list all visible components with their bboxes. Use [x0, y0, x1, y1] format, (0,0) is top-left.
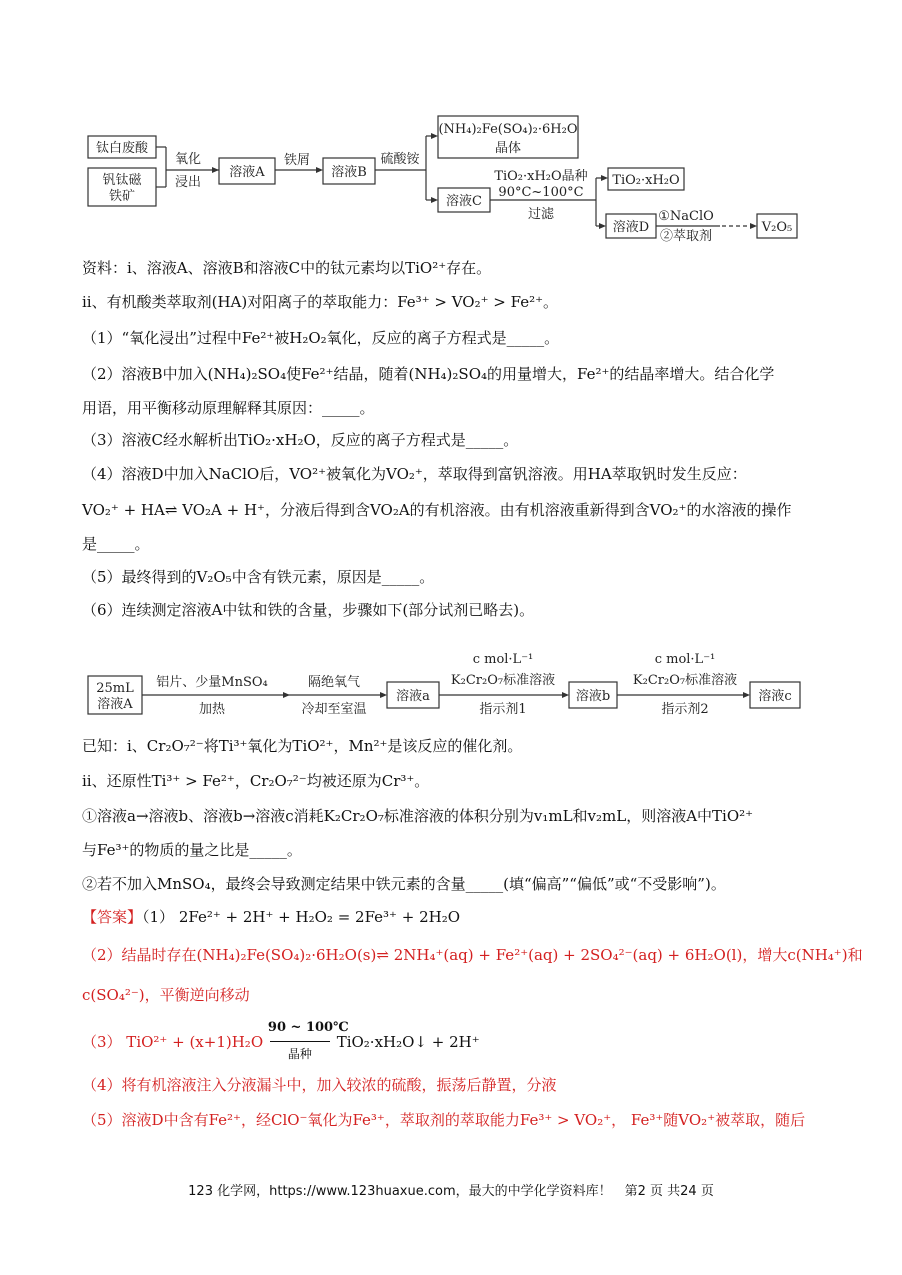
- known-ii: ii、还原性Ti³⁺ > Fe²⁺，Cr₂O₇²⁻均被还原为Cr³⁺。: [82, 772, 430, 790]
- reaction-condition: [267, 1020, 349, 1061]
- question-6: （6）连续测定溶液A中钛和铁的含量，步骤如下(部分试剂已略去)。: [82, 601, 535, 619]
- question-5: （5）最终得到的V₂O₅中含有铁元素，原因是_____。: [82, 568, 435, 586]
- box-solution-b-small: 溶液b: [575, 689, 611, 704]
- box-crystal-formula: (NH₄)₂Fe(SO₄)₂·6H₂O: [438, 122, 578, 137]
- raw-material-waste-acid: 钛白废酸: [95, 141, 149, 156]
- condition-line: [270, 1041, 330, 1042]
- box-tio2-product: TiO₂·xH₂O: [612, 173, 680, 188]
- step-oxidize-label: 氧化: [174, 152, 202, 167]
- box-solution-c: 溶液C: [446, 194, 482, 209]
- box-solution-b: 溶液B: [331, 165, 367, 180]
- box-solution-a: 溶液A: [229, 165, 265, 180]
- answer-5: （5）溶液D中含有Fe²⁺，经ClO⁻氧化为Fe³⁺，萃取剂的萃取能力Fe³⁺ > VO₂⁺， Fe³⁺随VO₂⁺被萃取，随后: [82, 1111, 806, 1129]
- answer-4: （4）将有机溶液注入分液漏斗中，加入较浓的硫酸，振荡后静置，分液: [82, 1076, 557, 1094]
- answer-2-line2: c(SO₄²⁻)，平衡逆向移动: [82, 986, 250, 1004]
- calc-question-2: ②若不加入MnSO₄，最终会导致测定结果中铁元素的含量_____(填“偏高”“偏低”或“不受影响”)。: [82, 875, 726, 893]
- answer-1-line: [82, 907, 822, 927]
- question-3: （3）溶液C经水解析出TiO₂·xH₂O，反应的离子方程式是_____。: [82, 431, 519, 449]
- step-filter-label: 过滤: [527, 207, 555, 222]
- question-2-line2: 用语，用平衡移动原理解释其原因：_____。: [82, 399, 375, 417]
- step-concentration-1: c mol·L⁻¹: [472, 652, 534, 667]
- calc-question-1-line2: 与Fe³⁺的物质的量之比是_____。: [82, 841, 302, 859]
- calc-question-1-line1: ①溶液a→溶液b、溶液b→溶液c消耗K₂Cr₂O₇标准溶液的体积分别为v₁mL和v₂mL，则溶液A中TiO²⁺: [82, 807, 754, 825]
- step-indicator-2: 指示剂2: [661, 702, 709, 717]
- box-solution-c-small: 溶液c: [758, 689, 792, 704]
- answer-2-line1: （2）结晶时存在(NH₄)₂Fe(SO₄)₂·6H₂O(s)⇌ 2NH₄⁺(aq) + Fe²⁺(aq) + 2SO₄²⁻(aq) + 6H₂O(l)，增大c(NH₄⁺)和: [82, 946, 863, 964]
- step-heat-label: 加热: [198, 702, 226, 717]
- question-4-line2: VO₂⁺ + HA⇌ VO₂A + H⁺，分液后得到含VO₂A的有机溶液。由有机溶液重新得到含VO₂⁺的水溶液的操作: [82, 501, 792, 519]
- step-iron-filings-label: 铁屑: [283, 153, 311, 168]
- question-4-line1: （4）溶液D中加入NaClO后，VO²⁺被氧化为VO₂⁺，萃取得到富钒溶液。用HA萃取钒时发生反应：: [82, 465, 747, 483]
- step-ammonium-sulfate-label: 硫酸铵: [380, 152, 420, 167]
- info-ii: ii、有机酸类萃取剂(HA)对阳离子的萃取能力：Fe³⁺ > VO₂⁺ > Fe²⁺。: [82, 293, 559, 311]
- box-solution-a-small: 溶液a: [396, 689, 430, 704]
- info-i: 资料：i、溶液A、溶液B和溶液C中的钛元素均以TiO²⁺存在。: [82, 259, 492, 277]
- answer-3-prefix: （3） TiO²⁺ + (x+1)H₂O: [82, 1033, 264, 1051]
- question-4-line3: 是_____。: [82, 535, 150, 553]
- step-isolate-oxygen-label: 隔绝氧气: [307, 675, 361, 690]
- step-cool-label: 冷却至室温: [301, 702, 367, 717]
- box-solution-d: 溶液D: [612, 220, 650, 235]
- step-titrant-1: K₂Cr₂O₇标准溶液: [450, 673, 556, 688]
- raw-material-ore-line2: 铁矿: [108, 189, 136, 204]
- answer-tag: 【答案】: [82, 908, 143, 926]
- answer-3-suffix: TiO₂·xH₂O↓ + 2H⁺: [336, 1033, 480, 1051]
- step-temperature-label: 90°C~100°C: [498, 185, 584, 200]
- question-1: （1）“氧化浸出”过程中Fe²⁺被H₂O₂氧化，反应的离子方程式是_____。: [82, 329, 560, 347]
- question-2-line1: （2）溶液B中加入(NH₄)₂SO₄使Fe²⁺结晶，随着(NH₄)₂SO₄的用量增大，Fe²⁺的结晶率增大。结合化学: [82, 365, 775, 383]
- page-footer: 123 化学网，https://www.123huaxue.com，最大的中学化学资料库！ 第2 页 共24 页: [188, 1184, 714, 1199]
- raw-material-ore-line1: 钒钛磁: [102, 173, 142, 188]
- box-start-volume: 25mL: [96, 681, 134, 696]
- step-aluminum-label: 铝片、少量MnSO₄: [156, 675, 268, 690]
- step-extractant-label: ②萃取剂: [659, 229, 713, 244]
- answer-3: [82, 1020, 822, 1061]
- box-crystal-label: 晶体: [494, 141, 522, 156]
- answer-1: （1） 2Fe²⁺ + 2H⁺ + H₂O₂ = 2Fe³⁺ + 2H₂O: [142, 908, 461, 926]
- step-leach-label: 浸出: [174, 175, 202, 190]
- condition-seed: 晶种: [287, 1047, 312, 1061]
- condition-temperature: 90 ~ 100℃: [267, 1020, 349, 1035]
- step-naclo-label: ①NaClO: [658, 209, 714, 224]
- step-indicator-1: 指示剂1: [479, 702, 527, 717]
- step-titrant-2: K₂Cr₂O₇标准溶液: [632, 673, 738, 688]
- box-start-solution: 溶液A: [97, 697, 133, 712]
- known-i: 已知：i、Cr₂O₇²⁻将Ti³⁺氧化为TiO²⁺，Mn²⁺是该反应的催化剂。: [82, 737, 523, 755]
- step-seed-label: TiO₂·xH₂O晶种: [494, 169, 588, 184]
- box-v2o5: V₂O₅: [761, 220, 793, 235]
- step-concentration-2: c mol·L⁻¹: [654, 652, 716, 667]
